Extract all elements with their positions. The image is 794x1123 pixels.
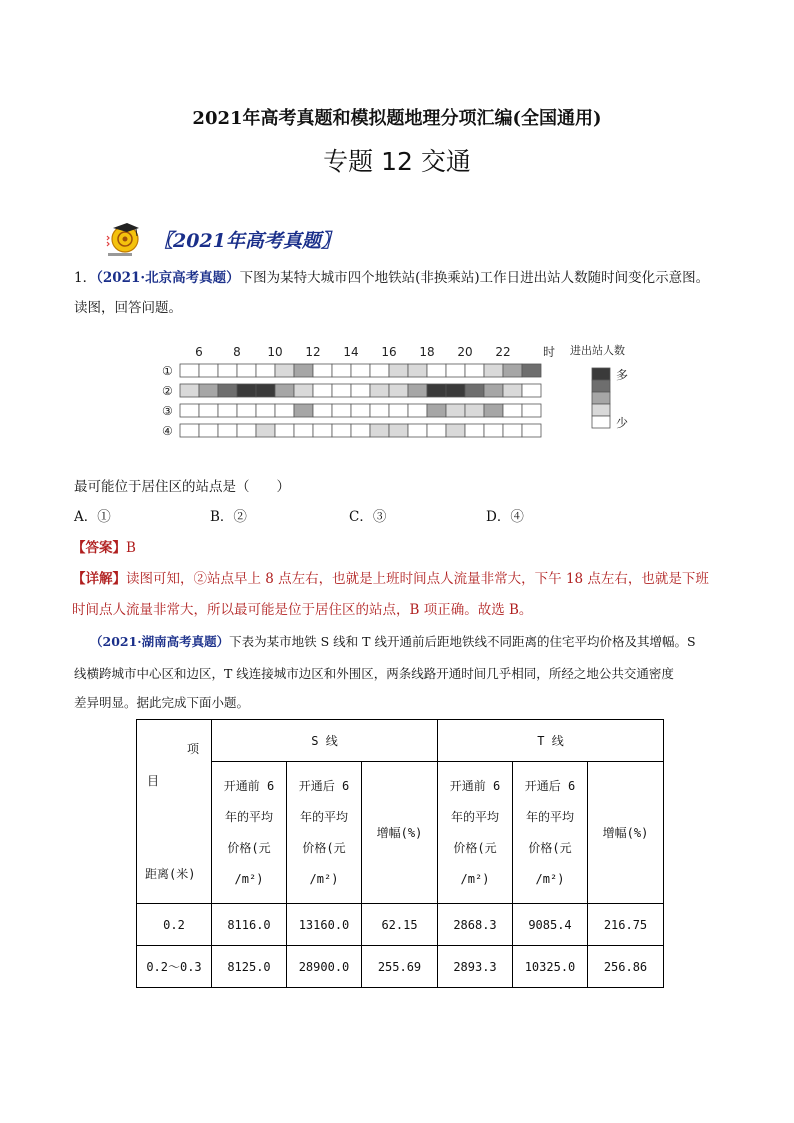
heat-cell <box>313 364 332 377</box>
header-line: 开通前 6 <box>223 778 275 793</box>
heat-cell <box>199 424 218 437</box>
heat-cell <box>294 364 313 377</box>
chart-tick-labels <box>195 344 555 359</box>
question-text: 下图为某特大城市四个地铁站(非换乘站)工作日进出站人数随时间变化示意图。 <box>239 270 710 286</box>
detail-tag: 【详解】 <box>72 571 126 587</box>
table-row <box>137 904 664 946</box>
header-s-after <box>287 762 362 904</box>
heat-cell <box>351 364 370 377</box>
cell-s-before: 8116.0 <box>212 904 287 946</box>
x-tick-label: 18 <box>419 345 435 359</box>
header-s-growth: 增幅(%) <box>362 762 438 904</box>
heat-cell <box>389 404 408 417</box>
cell-s-after: 13160.0 <box>287 904 362 946</box>
heat-cell <box>218 404 237 417</box>
cell-s-before: 8125.0 <box>212 946 287 988</box>
mascot-logo-icon <box>103 222 143 258</box>
heat-cell <box>484 384 503 397</box>
question-2-intro <box>90 632 696 652</box>
x-tick-label: 8 <box>233 345 241 359</box>
heat-cell <box>370 424 389 437</box>
question-2-text-3: 差异明显。据此完成下面小题。 <box>74 695 250 710</box>
heat-cell <box>351 424 370 437</box>
cell-distance: 0.2 <box>137 904 212 946</box>
heat-cell <box>275 384 294 397</box>
heat-cell <box>313 404 332 417</box>
x-tick-label: 10 <box>267 345 283 359</box>
heat-cell <box>199 364 218 377</box>
heat-cell <box>484 404 503 417</box>
header-s-before <box>212 762 287 904</box>
group-header-t: T 线 <box>438 720 664 762</box>
row-label: ① <box>162 364 173 378</box>
detail-line-2: 时间点人流量非常大，所以最可能是位于居住区的站点，B 项正确。故选 B。 <box>72 602 533 618</box>
cell-s-growth: 255.69 <box>362 946 438 988</box>
x-unit-label: 时 <box>543 345 556 359</box>
heat-cell <box>503 404 522 417</box>
cell-t-before: 2893.3 <box>438 946 513 988</box>
legend-title: 进出站人数 <box>570 344 625 357</box>
header-line: /m²) <box>234 871 264 886</box>
heat-cell <box>389 364 408 377</box>
heat-cell <box>351 384 370 397</box>
heat-cell <box>199 384 218 397</box>
header-line: 价格(元 <box>453 840 497 855</box>
heat-cell <box>389 384 408 397</box>
heat-cell <box>503 384 522 397</box>
detail-text: 读图可知，②站点早上 8 点左右，也就是上班时间点人流量非常大，下午 18 点左右，也就是下班 <box>126 571 709 587</box>
heat-cell <box>237 424 256 437</box>
heat-cell <box>218 424 237 437</box>
heat-cell <box>180 364 199 377</box>
heat-cell <box>522 424 541 437</box>
heat-cell <box>503 424 522 437</box>
heat-cell <box>351 404 370 417</box>
x-tick-label: 12 <box>305 345 321 359</box>
question-1-intro <box>74 268 709 288</box>
header-line: /m²) <box>535 871 565 886</box>
heat-cell <box>180 424 199 437</box>
heat-cell <box>389 424 408 437</box>
heat-cell <box>332 384 351 397</box>
heat-cell <box>237 404 256 417</box>
heat-cell <box>256 384 275 397</box>
heat-cell <box>484 424 503 437</box>
header-line: 年的平均 <box>525 809 574 824</box>
header-line: 年的平均 <box>450 809 499 824</box>
heat-cell <box>332 364 351 377</box>
corner-label-mid: 目 <box>147 774 160 788</box>
option-b[interactable]: B．② <box>210 509 247 525</box>
chart-row-labels <box>162 364 173 438</box>
heat-cell <box>446 404 465 417</box>
question-source: （2021·北京高考真题） <box>96 270 240 286</box>
row-label: ④ <box>162 424 173 438</box>
x-tick-label: 14 <box>343 345 359 359</box>
cell-distance: 0.2～0.3 <box>137 946 212 988</box>
x-tick-label: 6 <box>195 345 203 359</box>
table-row <box>137 946 664 988</box>
legend-swatch <box>592 368 610 380</box>
heat-cell <box>294 384 313 397</box>
heat-cell <box>427 384 446 397</box>
heat-cell <box>313 384 332 397</box>
header-line: 开通后 6 <box>298 778 350 793</box>
heat-cell <box>446 384 465 397</box>
heat-cell <box>408 424 427 437</box>
question-stem: 最可能位于居住区的站点是（ ） <box>74 479 290 495</box>
heat-cell <box>218 384 237 397</box>
header-t-before <box>438 762 513 904</box>
row-label: ③ <box>162 404 173 418</box>
heat-cell <box>180 384 199 397</box>
heat-cell <box>332 404 351 417</box>
section-header: 〖2021年高考真题〗 <box>154 230 340 252</box>
heat-cell <box>522 384 541 397</box>
heat-cell <box>446 424 465 437</box>
cell-t-growth: 216.75 <box>588 904 664 946</box>
header-t-growth: 增幅(%) <box>588 762 664 904</box>
legend-swatch <box>592 404 610 416</box>
heat-cell <box>484 364 503 377</box>
question-2-text: 下表为某市地铁 S 线和 T 线开通前后距地铁线不同距离的住宅平均价格及其增幅。S <box>229 634 696 649</box>
heat-cell <box>294 424 313 437</box>
answer-tag: 【答案】 <box>72 540 126 556</box>
heat-cell <box>370 404 389 417</box>
header-line: /m²) <box>309 871 339 886</box>
question-2-source: （2021·湖南高考真题） <box>90 634 230 649</box>
question-2-text-2: 线横跨城市中心区和边区，T 线连接城市边区和外围区，两条线路开通时间几乎相同，所经之地公共交通密度 <box>74 666 674 681</box>
legend-low-label: 少 <box>616 416 629 430</box>
chart-legend <box>570 343 628 430</box>
cell-t-after: 10325.0 <box>513 946 588 988</box>
x-tick-label: 22 <box>495 345 511 359</box>
heat-cell <box>427 424 446 437</box>
heat-cell <box>256 404 275 417</box>
heat-cell <box>275 424 294 437</box>
legend-swatch <box>592 392 610 404</box>
answer-value: B <box>126 540 136 556</box>
heat-cell <box>313 424 332 437</box>
header-line: 价格(元 <box>227 840 271 855</box>
heat-cell <box>465 404 484 417</box>
heat-cell <box>465 364 484 377</box>
heat-cell <box>199 404 218 417</box>
heat-cell <box>427 364 446 377</box>
topic-title: 专题 12 交通 <box>323 147 471 176</box>
heat-cell <box>237 384 256 397</box>
answer-line <box>72 538 136 558</box>
heat-cell <box>256 364 275 377</box>
chart-cells <box>180 364 541 437</box>
legend-swatch <box>592 416 610 428</box>
cell-t-before: 2868.3 <box>438 904 513 946</box>
option-c[interactable]: C．③ <box>349 509 387 525</box>
heat-cell <box>294 404 313 417</box>
legend-swatch <box>592 380 610 392</box>
heat-cell <box>180 404 199 417</box>
header-line: 年的平均 <box>224 809 273 824</box>
subway-flow-chart <box>160 340 660 460</box>
option-d[interactable]: D．④ <box>486 509 524 525</box>
heat-cell <box>522 364 541 377</box>
heat-cell <box>503 364 522 377</box>
header-line: 开通前 6 <box>449 778 501 793</box>
header-line: 年的平均 <box>299 809 348 824</box>
header-line: 开通后 6 <box>524 778 576 793</box>
heat-cell <box>446 364 465 377</box>
heat-cell <box>218 364 237 377</box>
corner-label-bottom: 距离(米) <box>145 867 196 881</box>
housing-price-table <box>136 719 664 988</box>
header-line: 价格(元 <box>528 840 572 855</box>
option-a[interactable]: A．① <box>74 509 111 525</box>
heat-cell <box>275 364 294 377</box>
heat-cell <box>465 384 484 397</box>
detail-line-1 <box>72 569 709 589</box>
heat-cell <box>408 404 427 417</box>
group-header-s: S 线 <box>212 720 438 762</box>
x-tick-label: 20 <box>457 345 473 359</box>
corner-label-top: 项 <box>187 742 200 756</box>
header-t-after <box>513 762 588 904</box>
cell-t-growth: 256.86 <box>588 946 664 988</box>
heat-cell <box>275 404 294 417</box>
table-corner-cell <box>137 720 212 904</box>
heat-cell <box>465 424 484 437</box>
heat-cell <box>427 404 446 417</box>
heat-cell <box>370 364 389 377</box>
heat-cell <box>370 384 389 397</box>
document-title: 2021年高考真题和模拟题地理分项汇编(全国通用) <box>192 108 602 129</box>
legend-high-label: 多 <box>616 368 629 382</box>
heat-cell <box>408 364 427 377</box>
header-line: /m²) <box>460 871 490 886</box>
heat-cell <box>237 364 256 377</box>
header-line: 价格(元 <box>302 840 346 855</box>
cell-s-growth: 62.15 <box>362 904 438 946</box>
cell-s-after: 28900.0 <box>287 946 362 988</box>
heat-cell <box>522 404 541 417</box>
heat-cell <box>256 424 275 437</box>
x-tick-label: 16 <box>381 345 397 359</box>
question-number: 1． <box>74 270 97 286</box>
row-label: ② <box>162 384 173 398</box>
cell-t-after: 9085.4 <box>513 904 588 946</box>
heat-cell <box>408 384 427 397</box>
heat-cell <box>332 424 351 437</box>
question-1-intro-cont: 读图，回答问题。 <box>74 300 182 316</box>
